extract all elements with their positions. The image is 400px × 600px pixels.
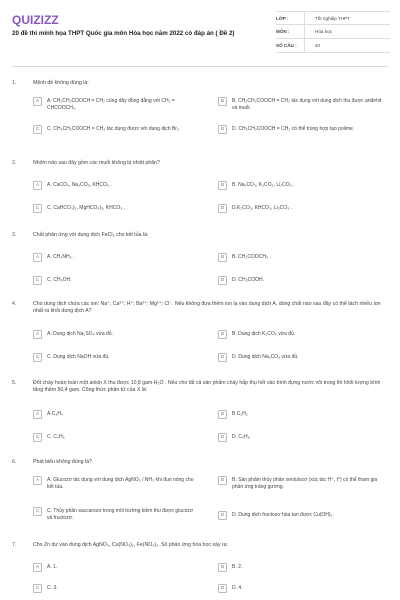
option-letter-box: D xyxy=(218,511,227,520)
option-b[interactable] xyxy=(218,477,382,491)
option-text: B. Sản phẩm thủy phân xenlulozơ (xúc tác H⁺, t°) có thể tham gia phản ứng tráng gương. xyxy=(232,477,378,490)
option-c[interactable] xyxy=(33,508,197,522)
option-text: A. Dung dịch Na₂SO₄ vừa đủ. xyxy=(47,331,113,337)
option-d[interactable] xyxy=(218,354,382,362)
option-letter-box: C xyxy=(33,204,42,213)
quizizz-logo xyxy=(12,13,72,27)
option-text: B. CH₃COOCH₃ . xyxy=(232,254,271,260)
option-d[interactable] xyxy=(218,126,382,134)
meta-value: Hóa học xyxy=(304,25,390,38)
option-letter-box: B xyxy=(218,410,227,419)
option-d[interactable] xyxy=(218,512,382,520)
option-d[interactable] xyxy=(218,205,382,213)
option-c[interactable] xyxy=(33,205,197,213)
option-text: C. CH₃OH. xyxy=(47,277,72,283)
option-letter-box: A xyxy=(33,410,42,419)
option-d[interactable] xyxy=(218,585,382,593)
meta-row-subject xyxy=(276,25,390,39)
option-text: A. CH₃CH₂COOCH = CH₂ cùng dãy đồng đẳng với CH₂ = CHCOOCH₃. xyxy=(47,98,175,111)
option-letter-box: D xyxy=(218,584,227,593)
question-number: 6. xyxy=(12,459,17,465)
option-letter-box: C xyxy=(33,276,42,285)
meta-label: SỐ CÂU : xyxy=(276,43,297,48)
option-text: D. C₅H₈ xyxy=(232,434,250,440)
option-text: A. Glucozơ tác dụng với dung dịch AgNO₃ / NH₃ khi đun nóng cho kết tủa. xyxy=(47,477,194,490)
question-number: 7. xyxy=(12,542,17,548)
option-a[interactable] xyxy=(33,331,197,339)
option-letter-box: A xyxy=(33,253,42,262)
option-text: B.C₂H₂ xyxy=(232,411,248,417)
option-a[interactable] xyxy=(33,182,197,190)
option-text: A. CH₃NH₂ . xyxy=(47,254,75,260)
option-c[interactable] xyxy=(33,126,197,134)
document-title: 20 đề thi minh họa THPT Quốc gia môn Hóa học năm 2022 có đáp án ( Đề 2) xyxy=(12,30,235,37)
question-number: 1. xyxy=(12,80,17,86)
option-letter-box: C xyxy=(33,433,42,442)
option-text: C. Thủy phân saccarozơ trong môi trường kiềm thu được glucozơ và fructozơ. xyxy=(47,508,194,521)
option-text: A. 1. xyxy=(47,564,58,570)
header-divider xyxy=(12,66,388,67)
option-text: C. Dung dịch NaOH vừa đủ. xyxy=(47,354,110,360)
option-text: B. Dung dịch K₂CO₃ vừa đủ. xyxy=(232,331,296,337)
option-a[interactable] xyxy=(33,564,197,572)
option-d[interactable] xyxy=(218,434,382,442)
option-b[interactable] xyxy=(218,254,382,262)
worksheet-header xyxy=(0,0,400,72)
option-d[interactable] xyxy=(218,277,382,285)
option-letter-box: A xyxy=(33,563,42,572)
question-text: Nhóm nào sau đây gồm các muối không bị nhiệt phân? xyxy=(33,160,160,166)
option-text: A. CaCO₃, Na₂CO₃, KHCO₃ . xyxy=(47,182,112,188)
option-letter-box: A xyxy=(33,476,42,485)
option-letter-box: A xyxy=(33,97,42,106)
option-letter-box: C xyxy=(33,125,42,134)
option-letter-box: D xyxy=(218,433,227,442)
option-c[interactable] xyxy=(33,434,197,442)
option-text: C. CH₃CH₂COOCH = CH₂ tác dụng được với dung dịch Br₂. xyxy=(47,126,181,132)
option-text: D.K₂CO₃, KHCO₃, Li₂CO₃ . xyxy=(232,205,292,211)
option-a[interactable] xyxy=(33,98,197,112)
option-text: C. C₄H₆ xyxy=(47,434,65,440)
option-letter-box: D xyxy=(218,204,227,213)
worksheet-meta-table xyxy=(276,11,390,53)
option-c[interactable] xyxy=(33,585,197,593)
option-letter-box: A xyxy=(33,181,42,190)
option-letter-box: D xyxy=(218,276,227,285)
option-text: D. Dung dịch Na₂CO₃ vừa đủ. xyxy=(232,354,299,360)
question-text: Đốt cháy hoàn toàn một ankin X thu được 10,8 gam H₂O . Nếu cho tất cả sản phẩm cháy hấp thụ hết vào bình đựng nước vôi trong thì khối lượng bình tăng thêm 50,4 gam. Công thức phân tử của X là: xyxy=(33,380,381,394)
option-letter-box: B xyxy=(218,253,227,262)
option-a[interactable] xyxy=(33,477,197,491)
option-a[interactable] xyxy=(33,254,197,262)
option-c[interactable] xyxy=(33,277,197,285)
meta-row-question-count xyxy=(276,39,390,53)
question-text: Mệnh đề không đúng là: xyxy=(33,80,89,86)
option-b[interactable] xyxy=(218,331,382,339)
option-letter-box: B xyxy=(218,97,227,106)
option-letter-box: C xyxy=(33,507,42,516)
meta-value: Tốt nghiệp THPT xyxy=(304,12,390,24)
question-text: Phát biểu không đúng là? xyxy=(33,459,92,465)
option-text: D. CH₃CH₂COOCH = CH₂ có thể trùng hợp tạo polime. xyxy=(232,126,355,132)
meta-label: LỚP : xyxy=(276,15,289,21)
option-c[interactable] xyxy=(33,354,197,362)
option-letter-box: D xyxy=(218,353,227,362)
option-text: B. Na₂CO₃, K₂CO₃, Li₂CO₃ . xyxy=(232,182,295,188)
svg-text:QUIZIZZ: QUIZIZZ xyxy=(12,13,59,27)
option-text: C. CaHCO₃)₂, MgHCO₃)₂, KHCO₃ . xyxy=(47,205,126,211)
option-text: D. CH₃COOH. xyxy=(232,277,265,283)
meta-label: MÔN : xyxy=(276,29,290,34)
option-letter-box: B xyxy=(218,476,227,485)
option-letter-box: C xyxy=(33,353,42,362)
option-b[interactable] xyxy=(218,411,382,419)
option-letter-box: A xyxy=(33,330,42,339)
option-letter-box: B xyxy=(218,181,227,190)
option-b[interactable] xyxy=(218,182,382,190)
option-b[interactable] xyxy=(218,564,382,572)
option-text: B. 2. xyxy=(232,564,243,570)
meta-row-class xyxy=(276,11,390,25)
option-text: A.C₃H₄ xyxy=(47,411,64,417)
option-text: B. CH₃CH₂COOCH = CH₂ tác dụng với dung dịch thu được anđehit và muối. xyxy=(232,98,382,111)
question-text: Cho dung dịch chứa các ion: Na⁺, Ca²⁺; H⁺; Ba²⁺; Mg²⁺; Cl⁻. Nếu không đưa thêm ion lạ vào dung dịch A, dùng chất nào sau đây có thể tách nhiều ion nhất ra khỏi dung dịch A? xyxy=(33,301,381,315)
meta-value: 40 xyxy=(304,39,390,52)
option-text: D. 4. xyxy=(232,585,243,591)
option-text: D. Dung dịch fructozơ hòa tan được Cu(OH)₂. xyxy=(232,512,334,518)
question-text: Chất phản ứng với dung dịch FeCl₃ cho kết tủa là: xyxy=(33,232,149,238)
option-a[interactable] xyxy=(33,411,197,419)
question-number: 2. xyxy=(12,160,17,166)
option-letter-box: B xyxy=(218,330,227,339)
option-letter-box: B xyxy=(218,563,227,572)
question-number: 3. xyxy=(12,232,17,238)
option-letter-box: C xyxy=(33,584,42,593)
question-text: Cho Zn dư vào dung dịch AgNO₃, Cu(NO₃)₂, Fe(NO₃)₂. Số phản ứng hóa học xảy ra: xyxy=(33,542,228,548)
question-number: 5. xyxy=(12,380,17,386)
option-b[interactable] xyxy=(218,98,382,112)
option-letter-box: D xyxy=(218,125,227,134)
question-number: 4. xyxy=(12,301,17,307)
option-text: C. 3. xyxy=(47,585,58,591)
